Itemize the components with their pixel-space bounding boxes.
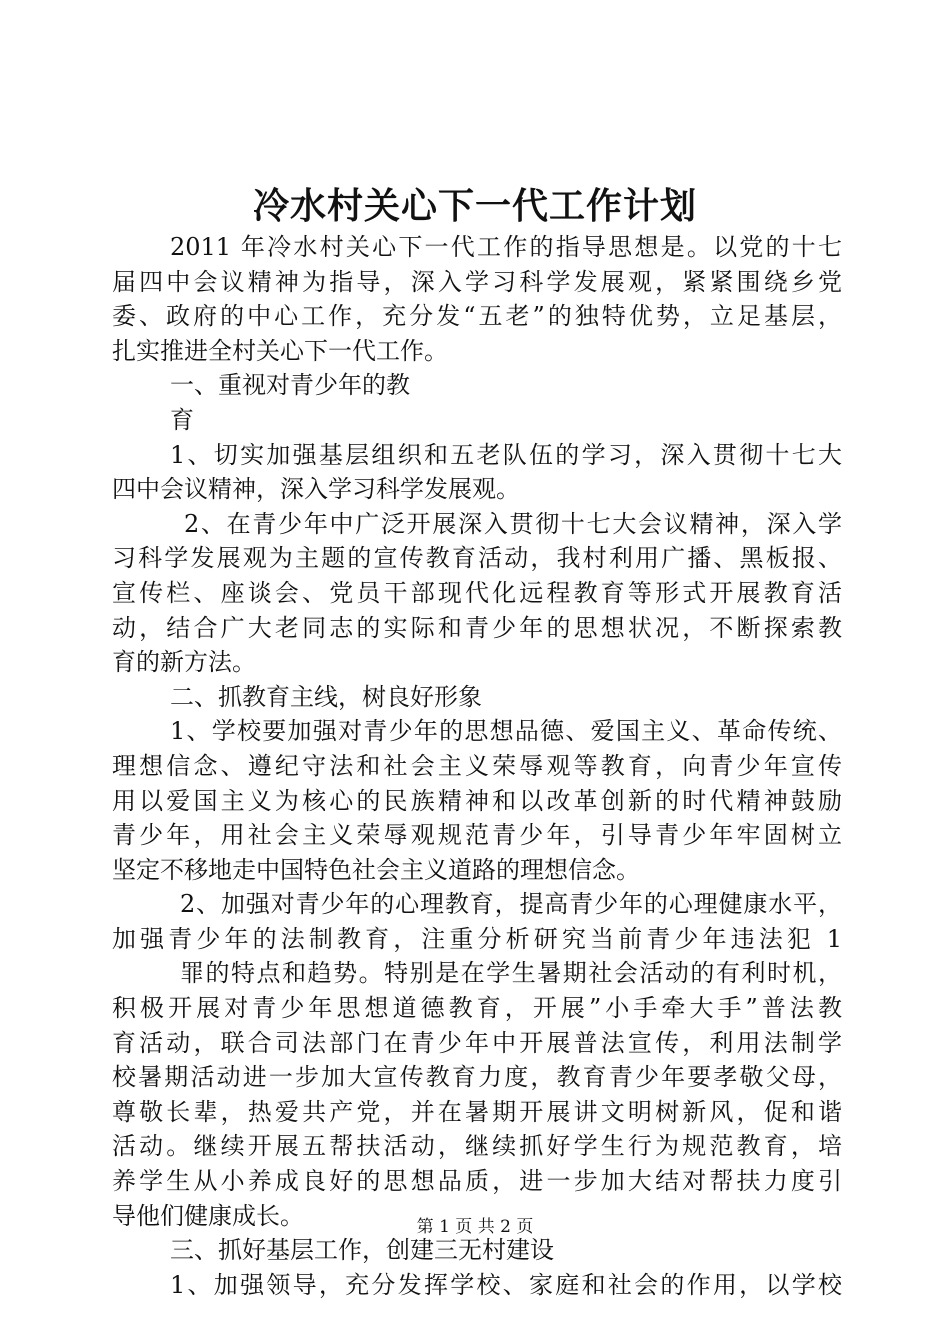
body-line: 1、加强领导，充分发挥学校、家庭和社会的作用，以学校: [170, 1270, 842, 1299]
body-line: 育: [170, 405, 194, 434]
body-line: 育活动，联合司法部门在青少年中开展普法宣传，利用法制学: [112, 1028, 842, 1057]
body-line: 导他们健康成长。: [112, 1201, 304, 1230]
body-line: 积极开展对青少年思想道德教育，开展”小手牵大手”普法教: [112, 994, 842, 1023]
body-line: 宣传栏、座谈会、党员干部现代化远程教育等形式开展教育活: [112, 578, 842, 607]
body-line: 坚定不移地走中国特色社会主义道路的理想信念。: [112, 855, 640, 884]
body-line: 2、在青少年中广泛开展深入贯彻十七大会议精神，深入学: [184, 509, 842, 538]
document-title: 冷水村关心下一代工作计划: [252, 185, 697, 227]
body-line: 校暑期活动进一步加大宣传教育力度，教育青少年要孝敬父母，: [112, 1063, 842, 1092]
body-line: 1、学校要加强对青少年的思想品德、爱国主义、革命传统、: [170, 717, 842, 746]
body-line: 青少年，用社会主义荣辱观规范青少年，引导青少年牢固树立: [112, 821, 842, 850]
body-line: 2、加强对青少年的心理教育，提高青少年的心理健康水平，: [180, 890, 842, 919]
page-footer: 第 1 页 共 2 页: [416, 1217, 534, 1237]
body-line: 理想信念、遵纪守法和社会主义荣辱观等教育，向青少年宣传: [112, 751, 842, 780]
body-line: 加强青少年的法制教育，注重分析研究当前青少年违法犯 1: [112, 924, 842, 953]
document-body: [112, 230, 842, 1302]
body-line: 育的新方法。: [112, 648, 256, 677]
body-line: 养学生从小养成良好的思想品质，进一步加大结对帮扶力度引: [112, 1167, 842, 1196]
body-line: 用以爱国主义为核心的民族精神和以改革创新的时代精神鼓励: [112, 786, 842, 815]
body-line: 动，结合广大老同志的实际和青少年的思想状况，不断探索教: [112, 613, 842, 642]
body-line: 2011 年冷水村关心下一代工作的指导思想是。以党的十七: [170, 233, 842, 261]
body-line: 委、政府的中心工作，充分发“五老”的独特优势，立足基层，: [112, 302, 842, 331]
section-heading: 三、抓好基层工作，创建三无村建设: [170, 1236, 554, 1265]
body-line: 习科学发展观为主题的宣传教育活动，我村利用广播、黑板报、: [112, 544, 842, 573]
body-line: 罪的特点和趋势。特别是在学生暑期社会活动的有利时机，: [180, 959, 842, 988]
body-line: 尊敬长辈，热爱共产党，并在暑期开展讲文明树新风，促和谐: [112, 1097, 842, 1126]
section-heading: 二、抓教育主线，树良好形象: [170, 682, 482, 711]
section-heading: 一、重视对青少年的教: [170, 371, 410, 400]
body-line: 四中会议精神，深入学习科学发展观。: [112, 475, 520, 504]
body-line: 1、切实加强基层组织和五老队伍的学习，深入贯彻十七大: [170, 440, 842, 469]
body-line: 扎实推进全村关心下一代工作。: [112, 336, 448, 365]
body-line: 活动。继续开展五帮扶活动，继续抓好学生行为规范教育，培: [112, 1132, 842, 1161]
body-line: 届四中会议精神为指导，深入学习科学发展观，紧紧围绕乡党: [112, 267, 842, 296]
